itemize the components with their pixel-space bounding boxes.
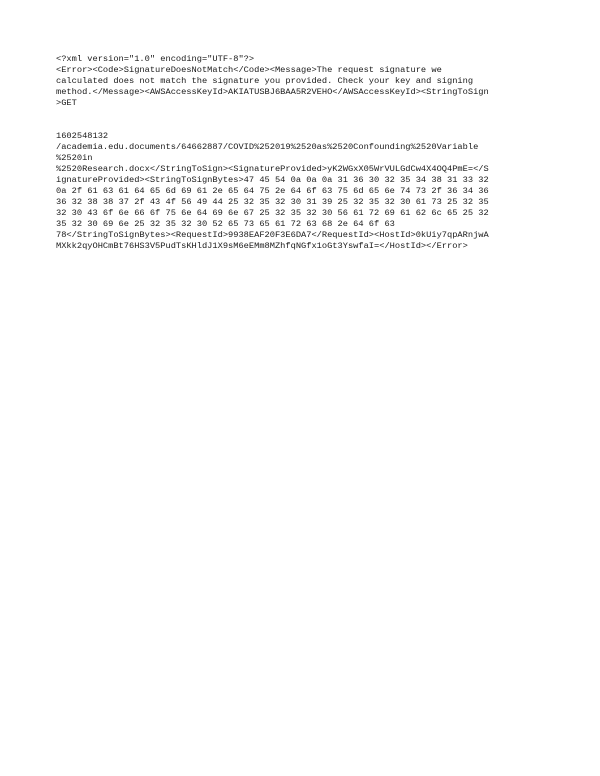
xml-line: %2520in	[56, 153, 93, 163]
xml-line: 1602548132	[56, 131, 109, 141]
xml-line: MXkk2qyOHCmBt76HS3V5PudTsKHldJ1X9sM6eEMm8MZhfqNGfx1oGt3YswfaI=</HostId></Error>	[56, 241, 468, 251]
xml-line: %2520Research.docx</StringToSign><SignatureProvided>yK2WGxX05WrVULGdCw4X4OQ4PmE=</S	[56, 164, 489, 174]
xml-line: 35 32 30 69 6e 25 32 35 32 30 52 65 73 65 61 72 63 68 2e 64 6f 63	[56, 219, 395, 229]
xml-line: 32 30 43 6f 6e 66 6f 75 6e 64 69 6e 67 25 32 35 32 30 56 61 72 69 61 62 6c 65 25 32	[56, 208, 489, 218]
xml-line: 0a 2f 61 63 61 64 65 6d 69 61 2e 65 64 75 2e 64 6f 63 75 6d 65 6e 74 73 2f 36 34 36	[56, 186, 489, 196]
xml-line	[56, 120, 556, 131]
xml-line: /academia.edu.documents/64662887/COVID%252019%2520as%2520Confounding%2520Variable	[56, 142, 479, 152]
xml-line: ignatureProvided><StringToSignBytes>47 45 54 0a 0a 0a 31 36 30 32 35 34 38 31 33 32	[56, 175, 489, 185]
xml-line: <?xml version="1.0" encoding="UTF-8"?>	[56, 54, 255, 64]
xml-line: <Error><Code>SignatureDoesNotMatch</Code><Message>The request signature we	[56, 65, 442, 75]
xml-error-body	[56, 54, 556, 252]
xml-line: >GET	[56, 98, 77, 108]
xml-line: 36 32 38 38 37 2f 43 4f 56 49 44 25 32 35 32 30 31 39 25 32 35 32 30 61 73 25 32 35	[56, 197, 489, 207]
xml-line: 78</StringToSignBytes><RequestId>9938EAF20F3E6DA7</RequestId><HostId>0kUiy7qpARnjwA	[56, 230, 489, 240]
xml-line: method.</Message><AWSAccessKeyId>AKIATUSBJ6BAA5R2VEHO</AWSAccessKeyId><StringToSign	[56, 87, 489, 97]
xml-line: calculated does not match the signature you provided. Check your key and signing	[56, 76, 474, 86]
xml-line	[56, 109, 556, 120]
